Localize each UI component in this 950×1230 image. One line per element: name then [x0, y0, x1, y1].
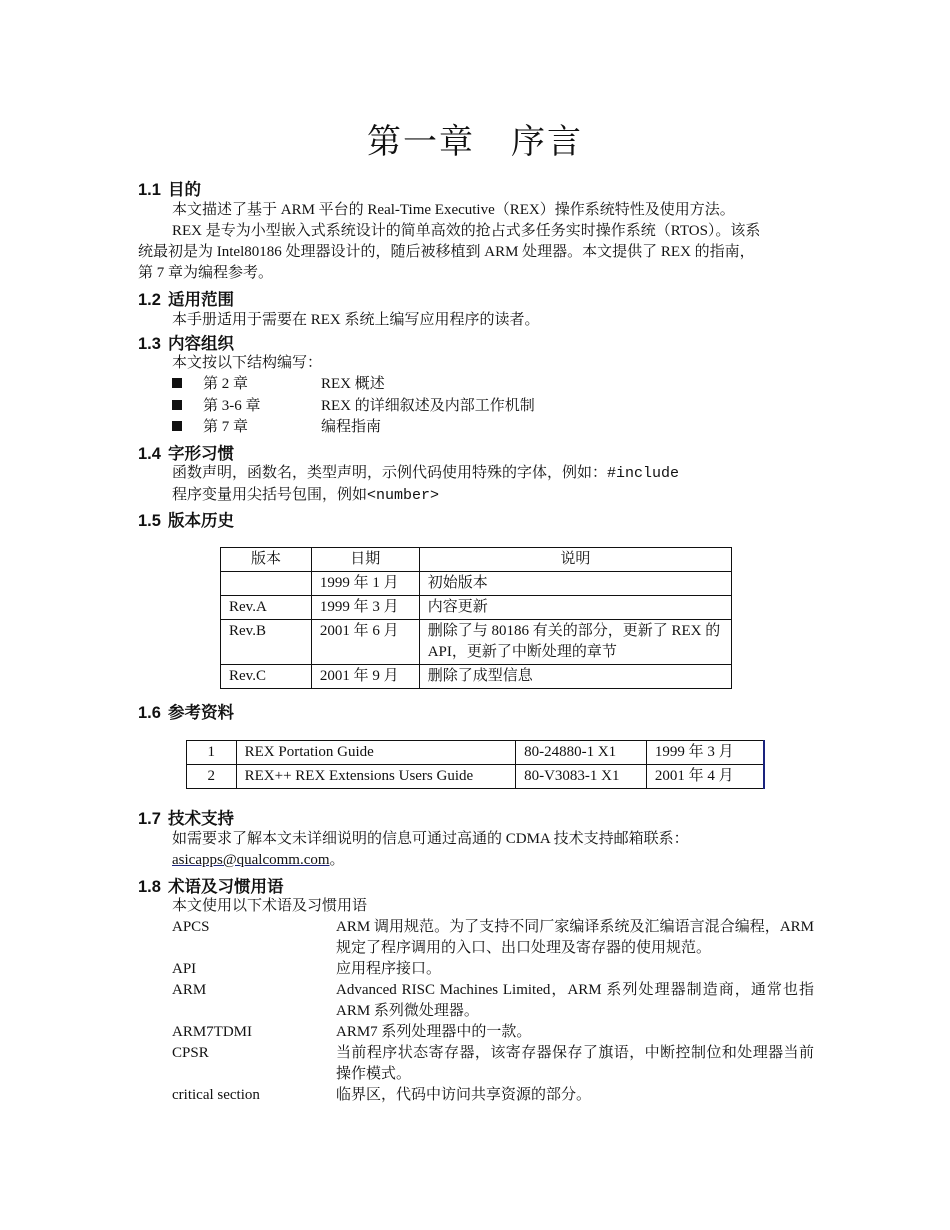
purpose-paragraph-2-line-3: 第 7 章为编程参考。 [138, 265, 274, 281]
section-heading-purpose: 1.1 目的 [138, 181, 201, 199]
section-heading-support: 1.7 技术支持 [138, 810, 234, 828]
bullet-icon [172, 400, 182, 410]
section-heading-references: 1.6 参考资料 [138, 704, 234, 722]
version-history-table [220, 547, 732, 689]
bullet-icon [172, 421, 182, 431]
list-item: 第 7 章 编程指南 [172, 417, 572, 438]
table-row: 1999 年 1 月 初始版本 [221, 572, 732, 596]
support-email-line: asicapps@qualcomm.com。 [172, 852, 345, 868]
section-heading-typography: 1.4 字形习惯 [138, 445, 234, 463]
support-paragraph: 如需要求了解本文未详细说明的信息可通过高通的 CDMA 技术支持邮箱联系： [172, 831, 689, 847]
chapter-title: 第一章 序言 [367, 124, 583, 161]
list-item: 第 2 章 REX 概述 [172, 374, 572, 395]
purpose-paragraph-1: 本文描述了基于 ARM 平台的 Real-Time Executive（REX）操作系统特性及使用方法。 [172, 202, 735, 218]
typography-line-1: 函数声明，函数名，类型声明，示例代码使用特殊的字体，例如：#include [172, 465, 680, 482]
table-row: 1 REX Portation Guide 80-24880-1 X1 1999 年 3 月 [187, 741, 765, 765]
section-heading-version-history: 1.5 版本历史 [138, 512, 234, 530]
organization-intro: 本文按以下结构编写： [172, 355, 323, 371]
section-heading-terminology: 1.8 术语及习惯用语 [138, 878, 284, 896]
table-row: Rev.A 1999 年 3 月 内容更新 [221, 596, 732, 620]
purpose-paragraph-2-line-1: REX 是专为小型嵌入式系统设计的简单高效的抢占式多任务实时操作系统（RTOS）。该系 [172, 223, 761, 239]
references-table [186, 740, 765, 789]
table-row: Rev.C 2001 年 9 月 删除了成型信息 [221, 665, 732, 689]
table-header-row: 版本 日期 说明 [221, 548, 732, 572]
typography-line-2: 程序变量用尖括号包围，例如<number> [172, 487, 440, 504]
table-row: Rev.B 2001 年 6 月 删除了与 80186 有关的部分，更新了 REX 的 API，更新了中断处理的章节 [221, 620, 732, 665]
section-heading-scope: 1.2 适用范围 [138, 291, 234, 309]
purpose-paragraph-2-line-2: 统最初是为 Intel80186 处理器设计的，随后被移植到 ARM 处理器。本文提供了 REX 的指南， [138, 244, 755, 260]
scope-paragraph: 本手册适用于需要在 REX 系统上编写应用程序的读者。 [172, 312, 540, 328]
list-item: 第 3-6 章 REX 的详细叙述及内部工作机制 [172, 396, 572, 417]
table-row: 2 REX++ REX Extensions Users Guide 80-V3083-1 X1 2001 年 4 月 [187, 765, 765, 789]
terminology-intro: 本文使用以下术语及习惯用语 [172, 898, 368, 914]
support-email-link[interactable]: asicapps@qualcomm.com [172, 852, 330, 868]
bullet-icon [172, 378, 182, 388]
section-heading-organization: 1.3 内容组织 [138, 335, 234, 353]
